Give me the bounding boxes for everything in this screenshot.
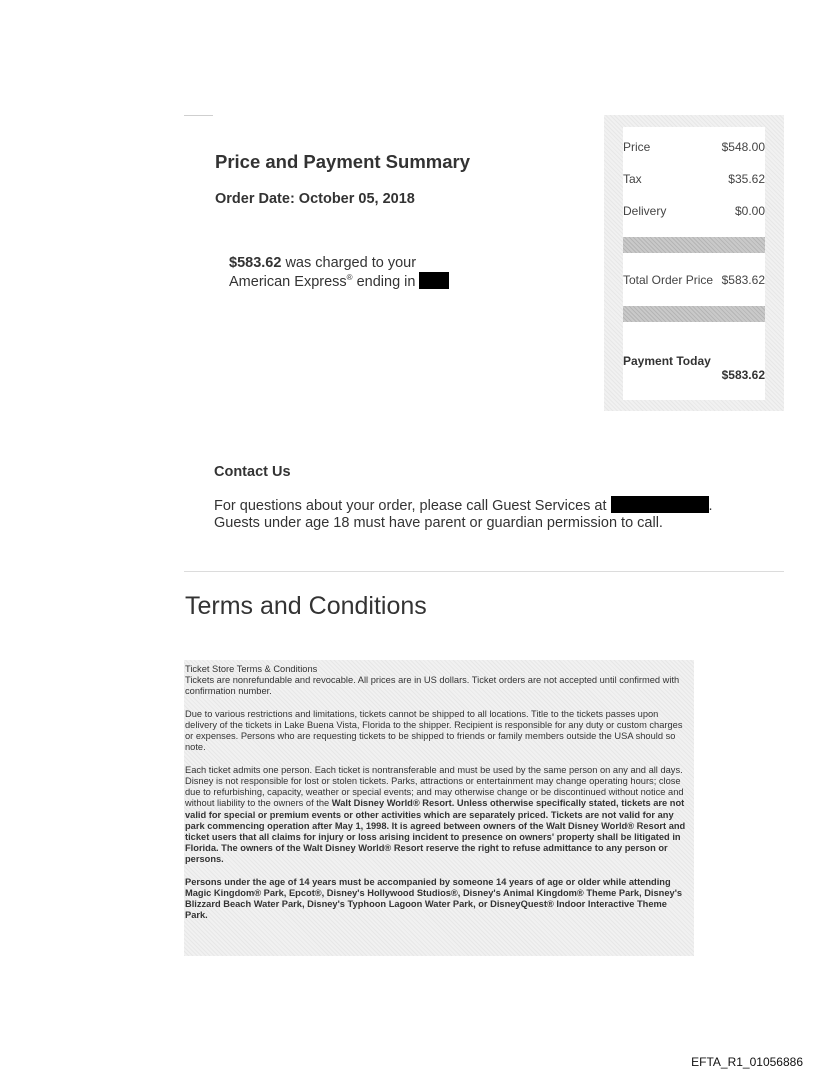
terms-paragraph-4-text: Persons under the age of 14 years must be accompanied by someone 14 years of age or older while attending Magic Kingdom® Park, Epcot®, Disney's Hollywood Studios®, Disney's Animal Kingdom® Theme Park, Disney's Blizzard Beach Water Park, Disney's Typhoon Lagoon Water Park, or DisneyQuest® Indoor Interactive Theme Park. <box>185 876 683 921</box>
contact-title: Contact Us <box>214 464 291 480</box>
panel-separator <box>623 237 765 253</box>
price-breakdown-panel <box>604 115 784 411</box>
price-summary-title: Price and Payment Summary <box>215 151 470 172</box>
terms-text-box <box>184 660 694 956</box>
price-breakdown-body <box>623 127 765 400</box>
tax-label: Tax <box>623 172 642 186</box>
terms-heading: Ticket Store Terms & Conditions <box>185 664 318 674</box>
redacted-card-digits <box>419 272 449 289</box>
contact-line-2: Guests under age 18 must have parent or guardian permission to call. <box>214 515 663 531</box>
payment-today-value: $583.62 <box>721 368 765 382</box>
delivery-row <box>623 204 765 218</box>
price-row <box>623 140 765 154</box>
registered-mark: ® <box>346 273 353 283</box>
terms-paragraph-2: Due to various restrictions and limitations, tickets cannot be shipped to all locations. Title to the tickets passes upon delivery of the tickets in Lake Buena Vista, Florida to the shipper. Recipient is responsible for any duty or custom charges or expenses. Persons who are requesting tickets to be shipped to friends or family members outside the USA should so note. <box>185 708 683 753</box>
delivery-value: $0.00 <box>734 204 765 218</box>
document-id: EFTA_R1_01056886 <box>691 1055 803 1069</box>
terms-paragraph-3-bold: Walt Disney World® Resort. Unless otherwise specifically stated, tickets are not valid for special or premium events or other activities which are separately priced. Tickets are not valid for any park commencing operation after May 1, 1998. It is agreed between owners of the Walt Disney World® Resort and ticket users that all claims for injury or loss arising incident to presence on owners' property shall be litigated in Florida. The owners of the Walt Disney World® Resort reserve the right to refuse admittance to any person or persons. <box>185 798 686 865</box>
total-value: $583.62 <box>721 273 765 287</box>
contact-line-1-end: . <box>708 498 713 514</box>
charge-amount: $583.62 <box>229 255 282 271</box>
redacted-phone-number <box>611 496 709 513</box>
tax-row <box>623 172 765 186</box>
card-name: American Express <box>229 274 347 290</box>
payment-today-label: Payment Today <box>623 354 711 368</box>
terms-paragraph-3-plain: Each ticket admits one person. Each ticket is nontransferable and must be used by the same person on any and all days. Disney is not responsible for lost or stolen tickets. Parks, attractions or entertainment may change operating hours; close due to refurbishing, capacity, weather or special events; and may otherwise change or be discontinued without notice and without liability to the owners of the <box>185 764 684 809</box>
price-value: $548.00 <box>721 140 765 154</box>
order-date: Order Date: October 05, 2018 <box>215 191 415 207</box>
charge-note <box>229 255 529 291</box>
total-row <box>623 273 765 287</box>
terms-paragraph-4 <box>185 877 692 922</box>
section-divider <box>184 571 784 572</box>
contact-line-1: For questions about your order, please call Guest Services at <box>214 498 611 514</box>
panel-separator <box>623 306 765 322</box>
tax-value: $35.62 <box>728 172 765 186</box>
card-suffix: ending in <box>352 274 420 290</box>
delivery-label: Delivery <box>623 204 667 218</box>
contact-body <box>214 496 754 532</box>
terms-paragraph-3 <box>185 765 692 866</box>
terms-paragraph <box>185 664 692 698</box>
terms-title: Terms and Conditions <box>185 592 427 620</box>
top-divider <box>184 115 213 116</box>
charge-text: was charged to your <box>281 255 417 271</box>
price-label: Price <box>623 140 651 154</box>
terms-paragraph-1: Tickets are nonrefundable and revocable. All prices are in US dollars. Ticket orders are not accepted until confirmed with confirmation number. <box>185 675 680 697</box>
total-label: Total Order Price <box>623 273 714 287</box>
